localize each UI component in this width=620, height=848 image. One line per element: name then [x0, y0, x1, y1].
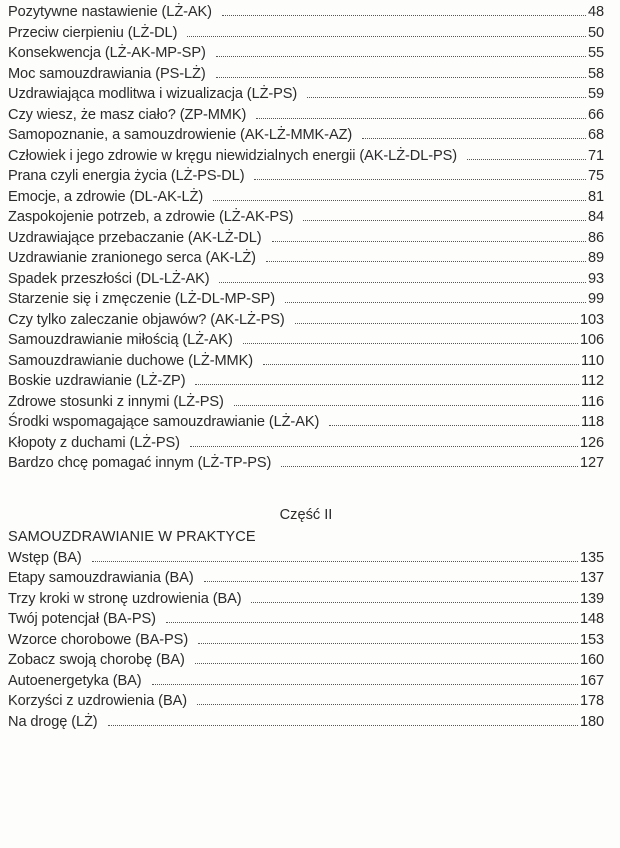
toc-entry-page-number: 116 [581, 393, 604, 410]
toc-entry [8, 650, 604, 671]
toc-entry-title: Uzdrawianie zranionego serca (AK-LŻ) [8, 250, 256, 266]
toc-entry-title: Prana czyli energia życia (LŻ-PS-DL) [8, 168, 245, 184]
dot-leader [243, 343, 578, 344]
toc-entry [8, 453, 604, 474]
toc-entry-title: Emocje, a zdrowie (DL-AK-LŻ) [8, 188, 204, 205]
toc-entry [8, 269, 604, 290]
toc-entry-page-number: 50 [587, 24, 604, 41]
toc-entry-title: Czy wiesz, że masz ciało? (ZP-MMK) [8, 106, 247, 123]
toc-entry-page-number: 89 [587, 250, 604, 266]
toc-entry-title: Moc samouzdrawiania (PS-LŻ) [8, 65, 206, 82]
toc-entry-title: Na drogę (LŻ) [8, 713, 98, 730]
toc-entry-page-number: 178 [579, 693, 604, 709]
dot-leader [281, 466, 578, 467]
toc-entry [8, 228, 604, 249]
toc-entry-title: Wzorce chorobowe (BA-PS) [8, 631, 189, 648]
toc-entry-page-number: 59 [587, 86, 604, 102]
toc-entry [8, 330, 604, 351]
toc-entry-page-number: 86 [587, 229, 604, 246]
dot-leader [216, 56, 586, 57]
toc-entry-title: Uzdrawiająca modlitwa i wizualizacja (LŻ-PS) [8, 86, 298, 102]
toc-entry-page-number: 75 [587, 168, 604, 184]
dot-leader [219, 282, 585, 283]
toc-entry-title: Konsekwencja (LŻ-AK-MP-SP) [8, 45, 206, 61]
toc-entry-page-number: 126 [579, 434, 604, 451]
toc-entry-page-number: 103 [579, 311, 604, 328]
toc-entry-title: Trzy kroki w stronę uzdrowienia (BA) [8, 590, 242, 607]
toc-entry-title: Autoenergetyka (BA) [8, 672, 142, 689]
toc-entry [8, 146, 604, 167]
toc-entry [8, 630, 604, 651]
toc-entry-page-number: 71 [587, 147, 604, 164]
dot-leader [204, 581, 578, 582]
toc-entry [8, 84, 604, 105]
dot-leader [187, 36, 586, 37]
dot-leader [166, 622, 578, 623]
dot-leader [222, 15, 586, 16]
toc-entry-page-number: 68 [587, 127, 604, 143]
toc-entry-title: Bardzo chcę pomagać innym (LŻ-TP-PS) [8, 455, 272, 471]
toc-entry [8, 166, 604, 187]
dot-leader [303, 220, 586, 221]
dot-leader [467, 159, 586, 160]
toc-entry-title: Samopoznanie, a samouzdrowienie (AK-LŻ-MMK-AZ) [8, 127, 353, 143]
toc-entry [8, 105, 604, 126]
toc-entry-title: Twój potencjał (BA-PS) [8, 611, 156, 627]
dot-leader [256, 118, 586, 119]
toc-entry [8, 64, 604, 85]
dot-leader [92, 561, 578, 562]
toc-entry-page-number: 66 [587, 106, 604, 123]
toc-entry [8, 207, 604, 228]
dot-leader [329, 425, 579, 426]
dot-leader [285, 302, 586, 303]
dot-leader [213, 200, 586, 201]
toc-entry-page-number: 167 [579, 672, 604, 689]
toc-entry [8, 548, 604, 569]
dot-leader [251, 602, 577, 603]
toc-entry [8, 351, 604, 372]
toc-entry [8, 433, 604, 454]
toc-entry-title: Samouzdrawianie miłością (LŻ-AK) [8, 332, 233, 348]
toc-entry-page-number: 58 [587, 65, 604, 82]
toc-entry-title: Wstęp (BA) [8, 549, 82, 566]
toc-entry-page-number: 153 [579, 631, 604, 648]
dot-leader [108, 725, 578, 726]
toc-entry-page-number: 118 [581, 414, 604, 430]
toc-entry-page-number: 127 [579, 455, 604, 471]
toc-entry [8, 568, 604, 589]
toc-entry-title: Korzyści z uzdrowienia (BA) [8, 693, 187, 709]
toc-entry [8, 248, 604, 269]
toc-entry-title: Przeciw cierpieniu (LŻ-DL) [8, 24, 178, 41]
toc-entry-title: Środki wspomagające samouzdrawianie (LŻ-AK) [8, 414, 320, 430]
toc-entry-title: Starzenie się i zmęczenie (LŻ-DL-MP-SP) [8, 291, 275, 307]
toc-entry-page-number: 139 [579, 590, 604, 607]
part2-entries [8, 548, 604, 733]
toc-entry-title: Człowiek i jego zdrowie w kręgu niewidzialnych energii (AK-LŻ-DL-PS) [8, 147, 458, 164]
part2-section-title: SAMOUZDRAWIANIE W PRAKTYCE [8, 528, 256, 545]
dot-leader [198, 643, 578, 644]
toc-entry [8, 43, 604, 64]
toc-entry-title: Samouzdrawianie duchowe (LŻ-MMK) [8, 352, 253, 369]
dot-leader [254, 179, 585, 180]
toc-entry [8, 609, 604, 630]
table-of-contents [8, 2, 604, 732]
dot-leader [197, 704, 578, 705]
toc-entry [8, 371, 604, 392]
dot-leader [195, 384, 579, 385]
toc-entry-page-number: 148 [579, 611, 604, 627]
toc-entry-title: Boskie uzdrawianie (LŻ-ZP) [8, 373, 186, 389]
toc-entry-page-number: 112 [581, 373, 604, 389]
toc-entry-title: Zaspokojenie potrzeb, a zdrowie (LŻ-AK-PS) [8, 209, 294, 225]
toc-entry [8, 187, 604, 208]
toc-entry-title: Zdrowe stosunki z innymi (LŻ-PS) [8, 393, 224, 410]
toc-entry [8, 23, 604, 44]
toc-entry [8, 691, 604, 712]
toc-entry [8, 412, 604, 433]
toc-entry-title: Etapy samouzdrawiania (BA) [8, 570, 194, 586]
dot-leader [295, 323, 578, 324]
dot-leader [266, 261, 586, 262]
toc-entry-page-number: 84 [587, 209, 604, 225]
toc-entry [8, 2, 604, 23]
dot-leader [234, 405, 579, 406]
dot-leader [307, 97, 586, 98]
toc-entry-title: Uzdrawiające przebaczanie (AK-LŻ-DL) [8, 229, 262, 246]
dot-leader [190, 446, 578, 447]
toc-entry-title: Pozytywne nastawienie (LŻ-AK) [8, 4, 212, 20]
dot-leader [152, 684, 578, 685]
dot-leader [362, 138, 586, 139]
toc-entry-title: Kłopoty z duchami (LŻ-PS) [8, 434, 180, 451]
toc-entry-page-number: 160 [579, 652, 604, 668]
dot-leader [195, 663, 578, 664]
toc-entry-page-number: 48 [587, 4, 604, 20]
toc-entry [8, 712, 604, 733]
toc-entry-page-number: 99 [587, 291, 604, 307]
toc-entry-page-number: 135 [579, 549, 604, 566]
toc-entry-page-number: 180 [579, 713, 604, 730]
toc-entry [8, 289, 604, 310]
toc-entry-title: Spadek przeszłości (DL-LŻ-AK) [8, 270, 210, 287]
part1-entries [8, 2, 604, 474]
dot-leader [272, 241, 586, 242]
toc-entry [8, 125, 604, 146]
toc-entry-page-number: 110 [581, 352, 604, 369]
toc-entry [8, 671, 604, 692]
part2-heading: Część II [279, 506, 333, 523]
dot-leader [263, 364, 579, 365]
toc-entry [8, 310, 604, 331]
toc-entry-page-number: 93 [587, 270, 604, 287]
toc-entry-page-number: 137 [579, 570, 604, 586]
toc-entry-page-number: 81 [587, 188, 604, 205]
dot-leader [216, 77, 586, 78]
toc-entry-page-number: 55 [587, 45, 604, 61]
toc-entry-title: Zobacz swoją chorobę (BA) [8, 652, 185, 668]
toc-entry [8, 589, 604, 610]
toc-entry-title: Czy tylko zaleczanie objawów? (AK-LŻ-PS) [8, 311, 285, 328]
toc-entry-page-number: 106 [579, 332, 604, 348]
toc-entry [8, 392, 604, 413]
